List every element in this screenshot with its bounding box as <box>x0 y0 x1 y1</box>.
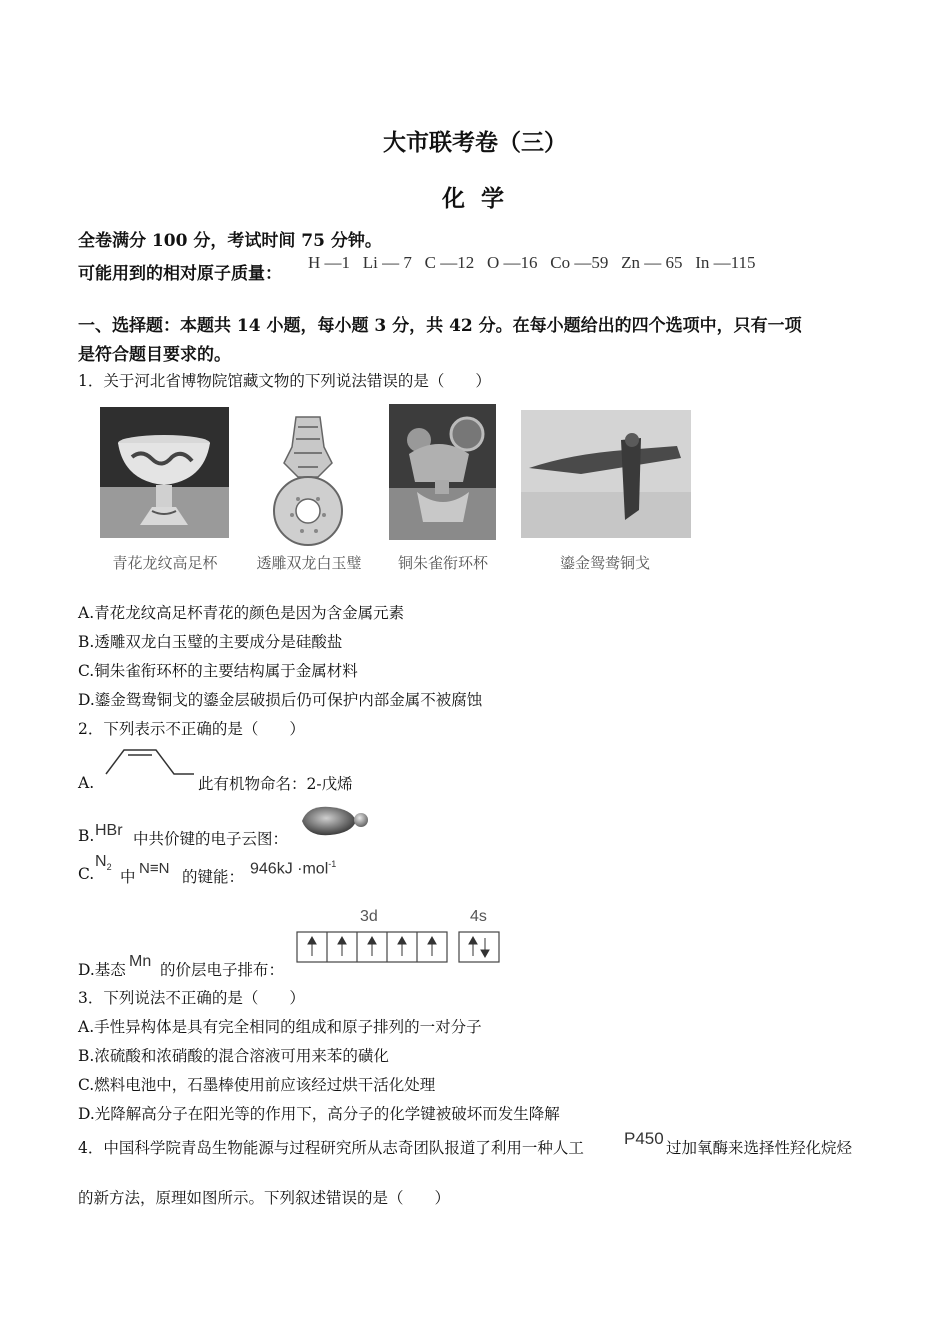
photo-bronze-cup <box>389 404 496 540</box>
section-heading-line1: 一、选择题：本题共 14 小题，每小题 3 分，共 42 分。在每小题给出的四个选项中，只有一项 <box>78 316 802 336</box>
bond-energy-value <box>250 859 336 878</box>
q2-option-b-label: B. <box>78 827 95 845</box>
photo-blue-white-cup <box>100 407 229 538</box>
q2-option-b-text: 中共价键的电子云图： <box>133 830 289 848</box>
p450-enzyme: P450 <box>624 1129 664 1148</box>
n2-formula <box>95 853 112 872</box>
photo-bronze-dagger-axe <box>521 410 691 538</box>
mn-formula: Mn <box>129 953 152 970</box>
q4-stem-part2: 过加氧酶来选择性羟化烷烃 <box>666 1139 853 1157</box>
mn-valence-orbital-diagram <box>296 930 506 966</box>
q1-stem: 1．关于河北省博物院馆藏文物的下列说法错误的是（ ） <box>78 372 491 390</box>
q2-option-c-label: C. <box>78 865 95 883</box>
section-heading-line2: 是符合题目要求的。 <box>78 345 231 365</box>
atomic-mass-label: 可能用到的相对原子质量： <box>78 264 282 284</box>
atomic-mass-values: H —1 Li — 7 C —12 O —16 Co —59 Zn — 65 In —115 <box>308 253 756 272</box>
q2-stem: 2．下列表示不正确的是（ ） <box>78 720 305 738</box>
q2-option-d-text: 的价层电子排布： <box>160 961 285 979</box>
caption-bronze-cup: 铜朱雀衔环杯 <box>397 554 488 572</box>
subject-title: 化 学 <box>441 185 508 212</box>
q3-option-a: A.手性异构体是具有完全相同的组成和原子排列的一对分子 <box>78 1018 482 1036</box>
orbital-label-3d: 3d <box>360 908 378 925</box>
q1-option-d: D.鎏金鸳鸯铜戈的鎏金层破损后仍可保护内部金属不被腐蚀 <box>78 691 483 709</box>
n2-symbol: N <box>95 853 107 870</box>
q3-stem: 3．下列说法不正确的是（ ） <box>78 989 305 1007</box>
hbr-formula: HBr <box>95 822 123 839</box>
caption-bronze-dagger-axe: 鎏金鸳鸯铜戈 <box>559 554 650 572</box>
q3-option-b: B.浓硫酸和浓硝酸的混合溶液可用来苯的磺化 <box>78 1047 389 1065</box>
photo-jade-disc <box>258 407 358 547</box>
n2-subscript: 2 <box>106 862 112 873</box>
exam-info: 全卷满分 100 分，考试时间 75 分钟。 <box>78 231 382 251</box>
q2-option-a-text: 此有机物命名：2-戊烯 <box>198 775 353 793</box>
q1-option-c: C.铜朱雀衔环杯的主要结构属于金属材料 <box>78 662 358 680</box>
q2-option-c-mid: 中 <box>120 868 136 886</box>
orbital-label-4s: 4s <box>470 908 487 925</box>
exam-title: 大市联考卷（三） <box>383 129 567 156</box>
bond-energy-number: 946kJ ·mol <box>250 860 329 878</box>
caption-blue-white-cup: 青花龙纹高足杯 <box>112 554 218 572</box>
q3-option-c: C.燃料电池中，石墨棒使用前应该经过烘干活化处理 <box>78 1076 436 1094</box>
q1-option-a: A.青花龙纹高足杯青花的颜色是因为含金属元素 <box>78 604 405 622</box>
q2-option-a-label: A. <box>78 774 95 792</box>
q1-option-b: B.透雕双龙白玉璧的主要成分是硅酸盐 <box>78 633 343 651</box>
q4-stem-part3: 的新方法，原理如图所示。下列叙述错误的是（ ） <box>78 1189 451 1207</box>
bond-energy-exponent: -1 <box>328 859 337 869</box>
q2-option-c-text: 的键能： <box>182 868 245 886</box>
caption-jade-disc: 透雕双龙白玉璧 <box>256 554 362 572</box>
q4-stem-part1: 4．中国科学院青岛生物能源与过程研究所从志奇团队报道了利用一种人工 <box>78 1139 584 1157</box>
triple-bond: N≡N <box>139 860 170 877</box>
electron-cloud-icon <box>298 803 372 839</box>
pentene-skeletal-structure <box>104 744 196 780</box>
q2-option-d-label: D.基态 <box>78 961 126 979</box>
q3-option-d: D.光降解高分子在阳光等的作用下，高分子的化学键被破坏而发生降解 <box>78 1105 560 1123</box>
